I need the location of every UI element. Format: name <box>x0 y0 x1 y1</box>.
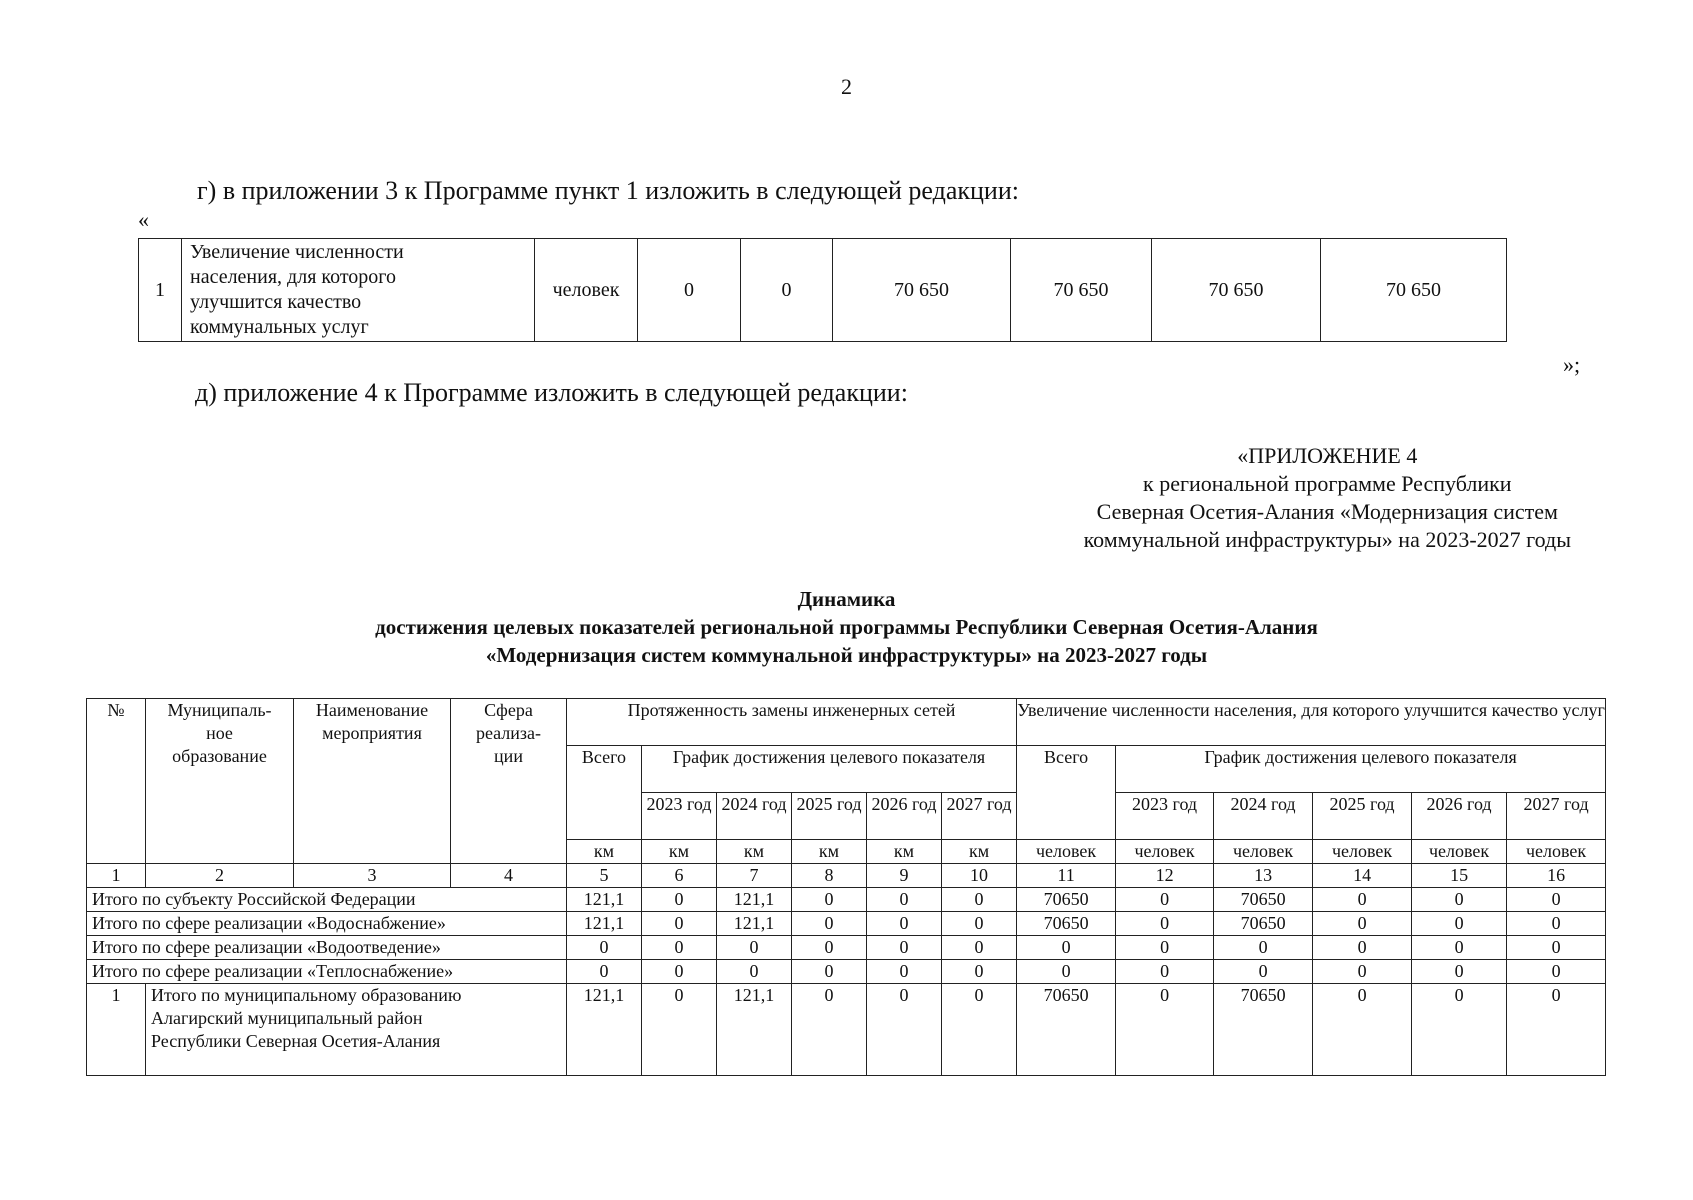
row-value: 0 <box>1313 960 1412 984</box>
row-value: 0 <box>867 960 942 984</box>
row-value: 0 <box>642 888 717 912</box>
header-line: мероприятия <box>322 723 422 743</box>
row-value: 0 <box>942 960 1017 984</box>
row-value: 70650 <box>1214 984 1313 1076</box>
row-value: 0 <box>1116 936 1214 960</box>
row-value: 0 <box>1313 912 1412 936</box>
column-number: 7 <box>717 864 792 888</box>
header-year: 2026 год <box>1412 793 1507 840</box>
indicator-value: 70 650 <box>1152 239 1321 342</box>
row-value: 0 <box>642 960 717 984</box>
row-value: 0 <box>792 888 867 912</box>
header-line: ции <box>494 746 523 766</box>
row-value: 0 <box>1116 888 1214 912</box>
row-value: 0 <box>1313 936 1412 960</box>
row-value: 0 <box>792 936 867 960</box>
header-line: образование <box>172 746 267 766</box>
column-number: 14 <box>1313 864 1412 888</box>
header-year: 2026 год <box>867 793 942 840</box>
appendix-line: к региональной программе Республики <box>1143 471 1512 496</box>
row-label: Итого по сфере реализации «Водоотведение» <box>87 936 567 960</box>
row-value: 0 <box>867 984 942 1076</box>
municipal-row <box>87 984 1606 1076</box>
row-value: 0 <box>1116 912 1214 936</box>
unit-cell: км <box>792 840 867 864</box>
dynamics-table <box>86 698 1606 1076</box>
unit-cell: человек <box>1507 840 1606 864</box>
municipal-number: 1 <box>87 984 146 1076</box>
row-value: 121,1 <box>717 912 792 936</box>
row-value: 0 <box>1507 912 1606 936</box>
row-value: 121,1 <box>717 888 792 912</box>
appendix-line: Северная Осетия-Алания «Модернизация систем <box>1096 499 1558 524</box>
table-row <box>87 912 1606 936</box>
table-row <box>87 960 1606 984</box>
indicator-row <box>139 239 1507 342</box>
column-number: 4 <box>451 864 567 888</box>
unit-cell: км <box>567 840 642 864</box>
row-value: 0 <box>867 936 942 960</box>
header-sphere <box>451 699 567 864</box>
header-year: 2027 год <box>1507 793 1606 840</box>
column-number: 11 <box>1017 864 1116 888</box>
row-value: 0 <box>1017 936 1116 960</box>
appendix-line: коммунальной инфраструктуры» на 2023-2027 годы <box>1083 527 1571 552</box>
row-value: 70650 <box>1017 912 1116 936</box>
header-line: реализа- <box>475 723 542 743</box>
column-number: 6 <box>642 864 717 888</box>
row-value: 0 <box>1507 960 1606 984</box>
column-number: 13 <box>1214 864 1313 888</box>
row-value: 0 <box>1412 912 1507 936</box>
row-value: 0 <box>942 912 1017 936</box>
row-value: 121,1 <box>567 912 642 936</box>
indicator-value: 0 <box>638 239 741 342</box>
row-value: 0 <box>567 936 642 960</box>
heading-line: «Модернизация систем коммунальной инфраструктуры» на 2023-2027 годы <box>485 643 1208 667</box>
appendix-line: «ПРИЛОЖЕНИЕ 4 <box>1237 443 1418 468</box>
indicator-value: 70 650 <box>1321 239 1507 342</box>
header-year: 2025 год <box>792 793 867 840</box>
row-value: 0 <box>1412 936 1507 960</box>
header-total-people: Всего <box>1017 746 1116 840</box>
header-line: ное <box>206 723 233 743</box>
row-value: 0 <box>867 888 942 912</box>
indicator-value: 0 <box>741 239 833 342</box>
table-row <box>87 936 1606 960</box>
unit-cell: человек <box>1116 840 1214 864</box>
opening-quote: « <box>138 207 149 232</box>
header-total-km: Всего <box>567 746 642 840</box>
header-row <box>87 699 1606 746</box>
column-number: 8 <box>792 864 867 888</box>
row-value: 0 <box>1313 888 1412 912</box>
column-number: 1 <box>87 864 146 888</box>
unit-cell: человек <box>1214 840 1313 864</box>
indicator-description-line: коммунальных услуг <box>190 316 369 338</box>
municipal-label-line: Итого по муниципальному образованию <box>151 985 462 1005</box>
page-number: 2 <box>841 74 852 99</box>
row-value: 0 <box>867 912 942 936</box>
row-value: 0 <box>942 984 1017 1076</box>
row-value: 0 <box>1214 960 1313 984</box>
indicator-value: 70 650 <box>1011 239 1152 342</box>
row-label: Итого по субъекту Российской Федерации <box>87 888 567 912</box>
column-number: 3 <box>294 864 451 888</box>
indicator-description-line: улучшится качество <box>190 291 362 313</box>
unit-cell: км <box>867 840 942 864</box>
header-municipality <box>146 699 294 864</box>
header-length-group: Протяженность замены инженерных сетей <box>567 699 1017 746</box>
column-number: 10 <box>942 864 1017 888</box>
table-row <box>87 888 1606 912</box>
row-value: 0 <box>1507 888 1606 912</box>
row-value: 0 <box>1116 960 1214 984</box>
paragraph-g: г) в приложении 3 к Программе пункт 1 изложить в следующей редакции: <box>197 176 1019 205</box>
row-value: 0 <box>792 912 867 936</box>
header-year: 2024 год <box>1214 793 1313 840</box>
row-value: 70650 <box>1214 912 1313 936</box>
row-value: 0 <box>942 888 1017 912</box>
header-schedule-people: График достижения целевого показателя <box>1116 746 1606 793</box>
row-value: 0 <box>1412 888 1507 912</box>
unit-cell: км <box>942 840 1017 864</box>
row-value: 121,1 <box>567 984 642 1076</box>
row-value: 0 <box>942 936 1017 960</box>
column-number: 2 <box>146 864 294 888</box>
column-number: 15 <box>1412 864 1507 888</box>
indicator-table <box>138 238 1507 342</box>
row-value: 0 <box>1412 984 1507 1076</box>
row-value: 0 <box>1313 984 1412 1076</box>
row-value: 0 <box>1214 936 1313 960</box>
row-value: 0 <box>717 936 792 960</box>
municipal-label-line: Алагирский муниципальный район <box>151 1008 423 1028</box>
column-number-row <box>87 864 1606 888</box>
header-year: 2024 год <box>717 793 792 840</box>
unit-cell: км <box>717 840 792 864</box>
row-value: 121,1 <box>717 984 792 1076</box>
unit-cell: человек <box>1412 840 1507 864</box>
header-line: Сфера <box>484 700 533 720</box>
header-number: № <box>87 699 146 864</box>
row-value: 70650 <box>1017 888 1116 912</box>
unit-cell: человек <box>1017 840 1116 864</box>
row-value: 0 <box>642 984 717 1076</box>
row-value: 0 <box>1507 936 1606 960</box>
header-line: Наименование <box>315 700 429 720</box>
row-value: 0 <box>642 912 717 936</box>
indicator-description <box>182 239 535 342</box>
closing-quote: »; <box>1563 352 1581 377</box>
row-value: 0 <box>1412 960 1507 984</box>
row-value: 0 <box>792 960 867 984</box>
header-year: 2027 год <box>942 793 1017 840</box>
indicator-description-line: населения, для которого <box>190 266 397 288</box>
column-number: 5 <box>567 864 642 888</box>
row-value: 0 <box>1116 984 1214 1076</box>
header-population-group: Увеличение численности населения, для которого улучшится качество услуг <box>1017 699 1606 746</box>
header-schedule-km: График достижения целевого показателя <box>642 746 1017 793</box>
row-value: 70650 <box>1214 888 1313 912</box>
row-value: 70650 <box>1017 984 1116 1076</box>
appendix-caption <box>1084 442 1571 554</box>
column-number: 16 <box>1507 864 1606 888</box>
row-value: 0 <box>1507 984 1606 1076</box>
paragraph-d: д) приложение 4 к Программе изложить в следующей редакции: <box>195 378 908 407</box>
row-value: 0 <box>1017 960 1116 984</box>
indicator-description-line: Увеличение численности <box>190 241 404 263</box>
header-line: Муниципаль- <box>167 700 272 720</box>
heading-line: достижения целевых показателей региональной программы Республики Северная Осетия-Алания <box>375 615 1318 639</box>
indicator-unit: человек <box>535 239 638 342</box>
row-value: 0 <box>717 960 792 984</box>
heading-line: Динамика <box>797 587 896 611</box>
municipal-label <box>146 984 567 1076</box>
row-label: Итого по сфере реализации «Теплоснабжение» <box>87 960 567 984</box>
unit-cell: км <box>642 840 717 864</box>
indicator-value: 70 650 <box>833 239 1011 342</box>
header-year: 2023 год <box>1116 793 1214 840</box>
row-value: 0 <box>792 984 867 1076</box>
row-value: 0 <box>642 936 717 960</box>
municipal-label-line: Республики Северная Осетия-Алания <box>151 1031 441 1051</box>
unit-cell: человек <box>1313 840 1412 864</box>
table-heading <box>0 585 1693 669</box>
header-year: 2025 год <box>1313 793 1412 840</box>
header-event <box>294 699 451 864</box>
column-number: 12 <box>1116 864 1214 888</box>
row-value: 121,1 <box>567 888 642 912</box>
row-value: 0 <box>567 960 642 984</box>
column-number: 9 <box>867 864 942 888</box>
header-year: 2023 год <box>642 793 717 840</box>
row-label: Итого по сфере реализации «Водоснабжение» <box>87 912 567 936</box>
indicator-number: 1 <box>139 239 182 342</box>
